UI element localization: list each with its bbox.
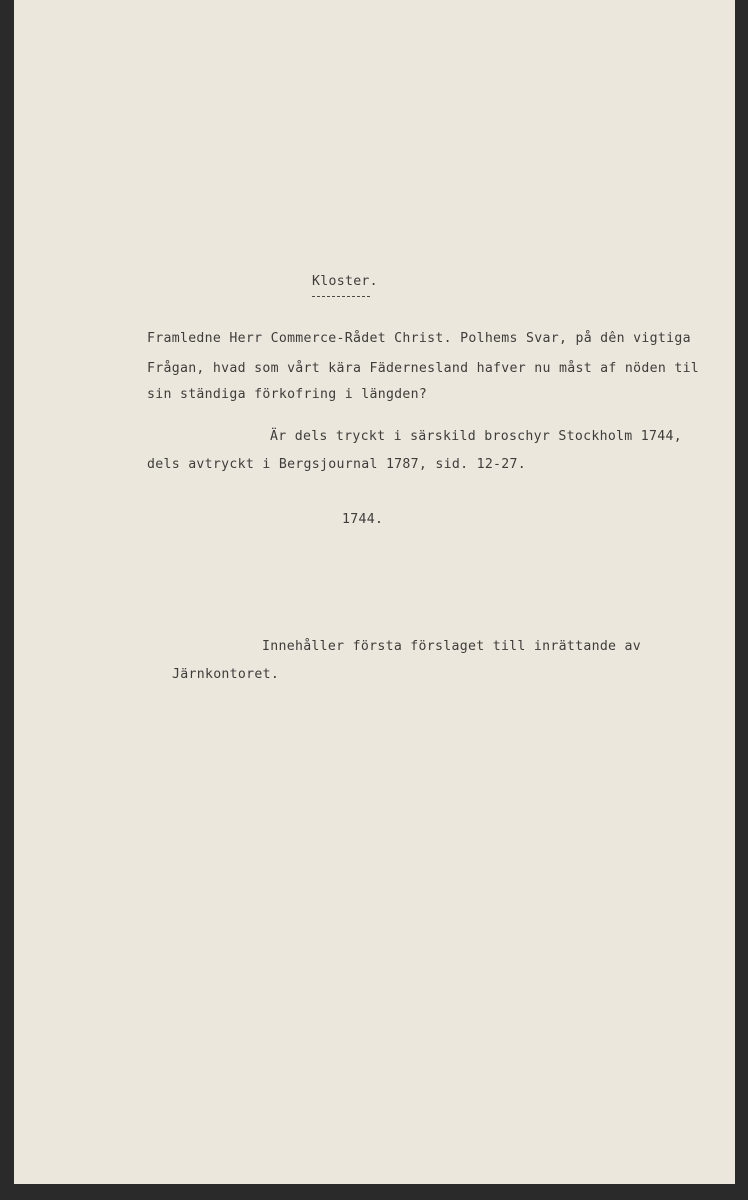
paragraph-1-line-2: Frågan, hvad som vårt kära Fädernesland hafver nu måst af nöden til (147, 361, 700, 376)
document-year: 1744. (342, 512, 384, 527)
document-heading: Kloster. (312, 274, 378, 289)
paragraph-2-line-2: dels avtryckt i Bergsjournal 1787, sid. 12-27. (147, 457, 527, 472)
heading-underline (312, 296, 370, 297)
paragraph-3-line-1: Innehåller första förslaget till inrättande av (262, 639, 642, 654)
paragraph-2-line-1: Är dels tryckt i särskild broschyr Stockholm 1744, (270, 429, 682, 444)
document-page (14, 0, 735, 1184)
paragraph-1-line-3: sin ständiga förkofring i längden? (147, 387, 428, 402)
paragraph-3-line-2: Järnkontoret. (172, 667, 280, 682)
paragraph-1-line-1: Framledne Herr Commerce-Rådet Christ. Polhems Svar, på dên vigtiga (147, 331, 691, 346)
